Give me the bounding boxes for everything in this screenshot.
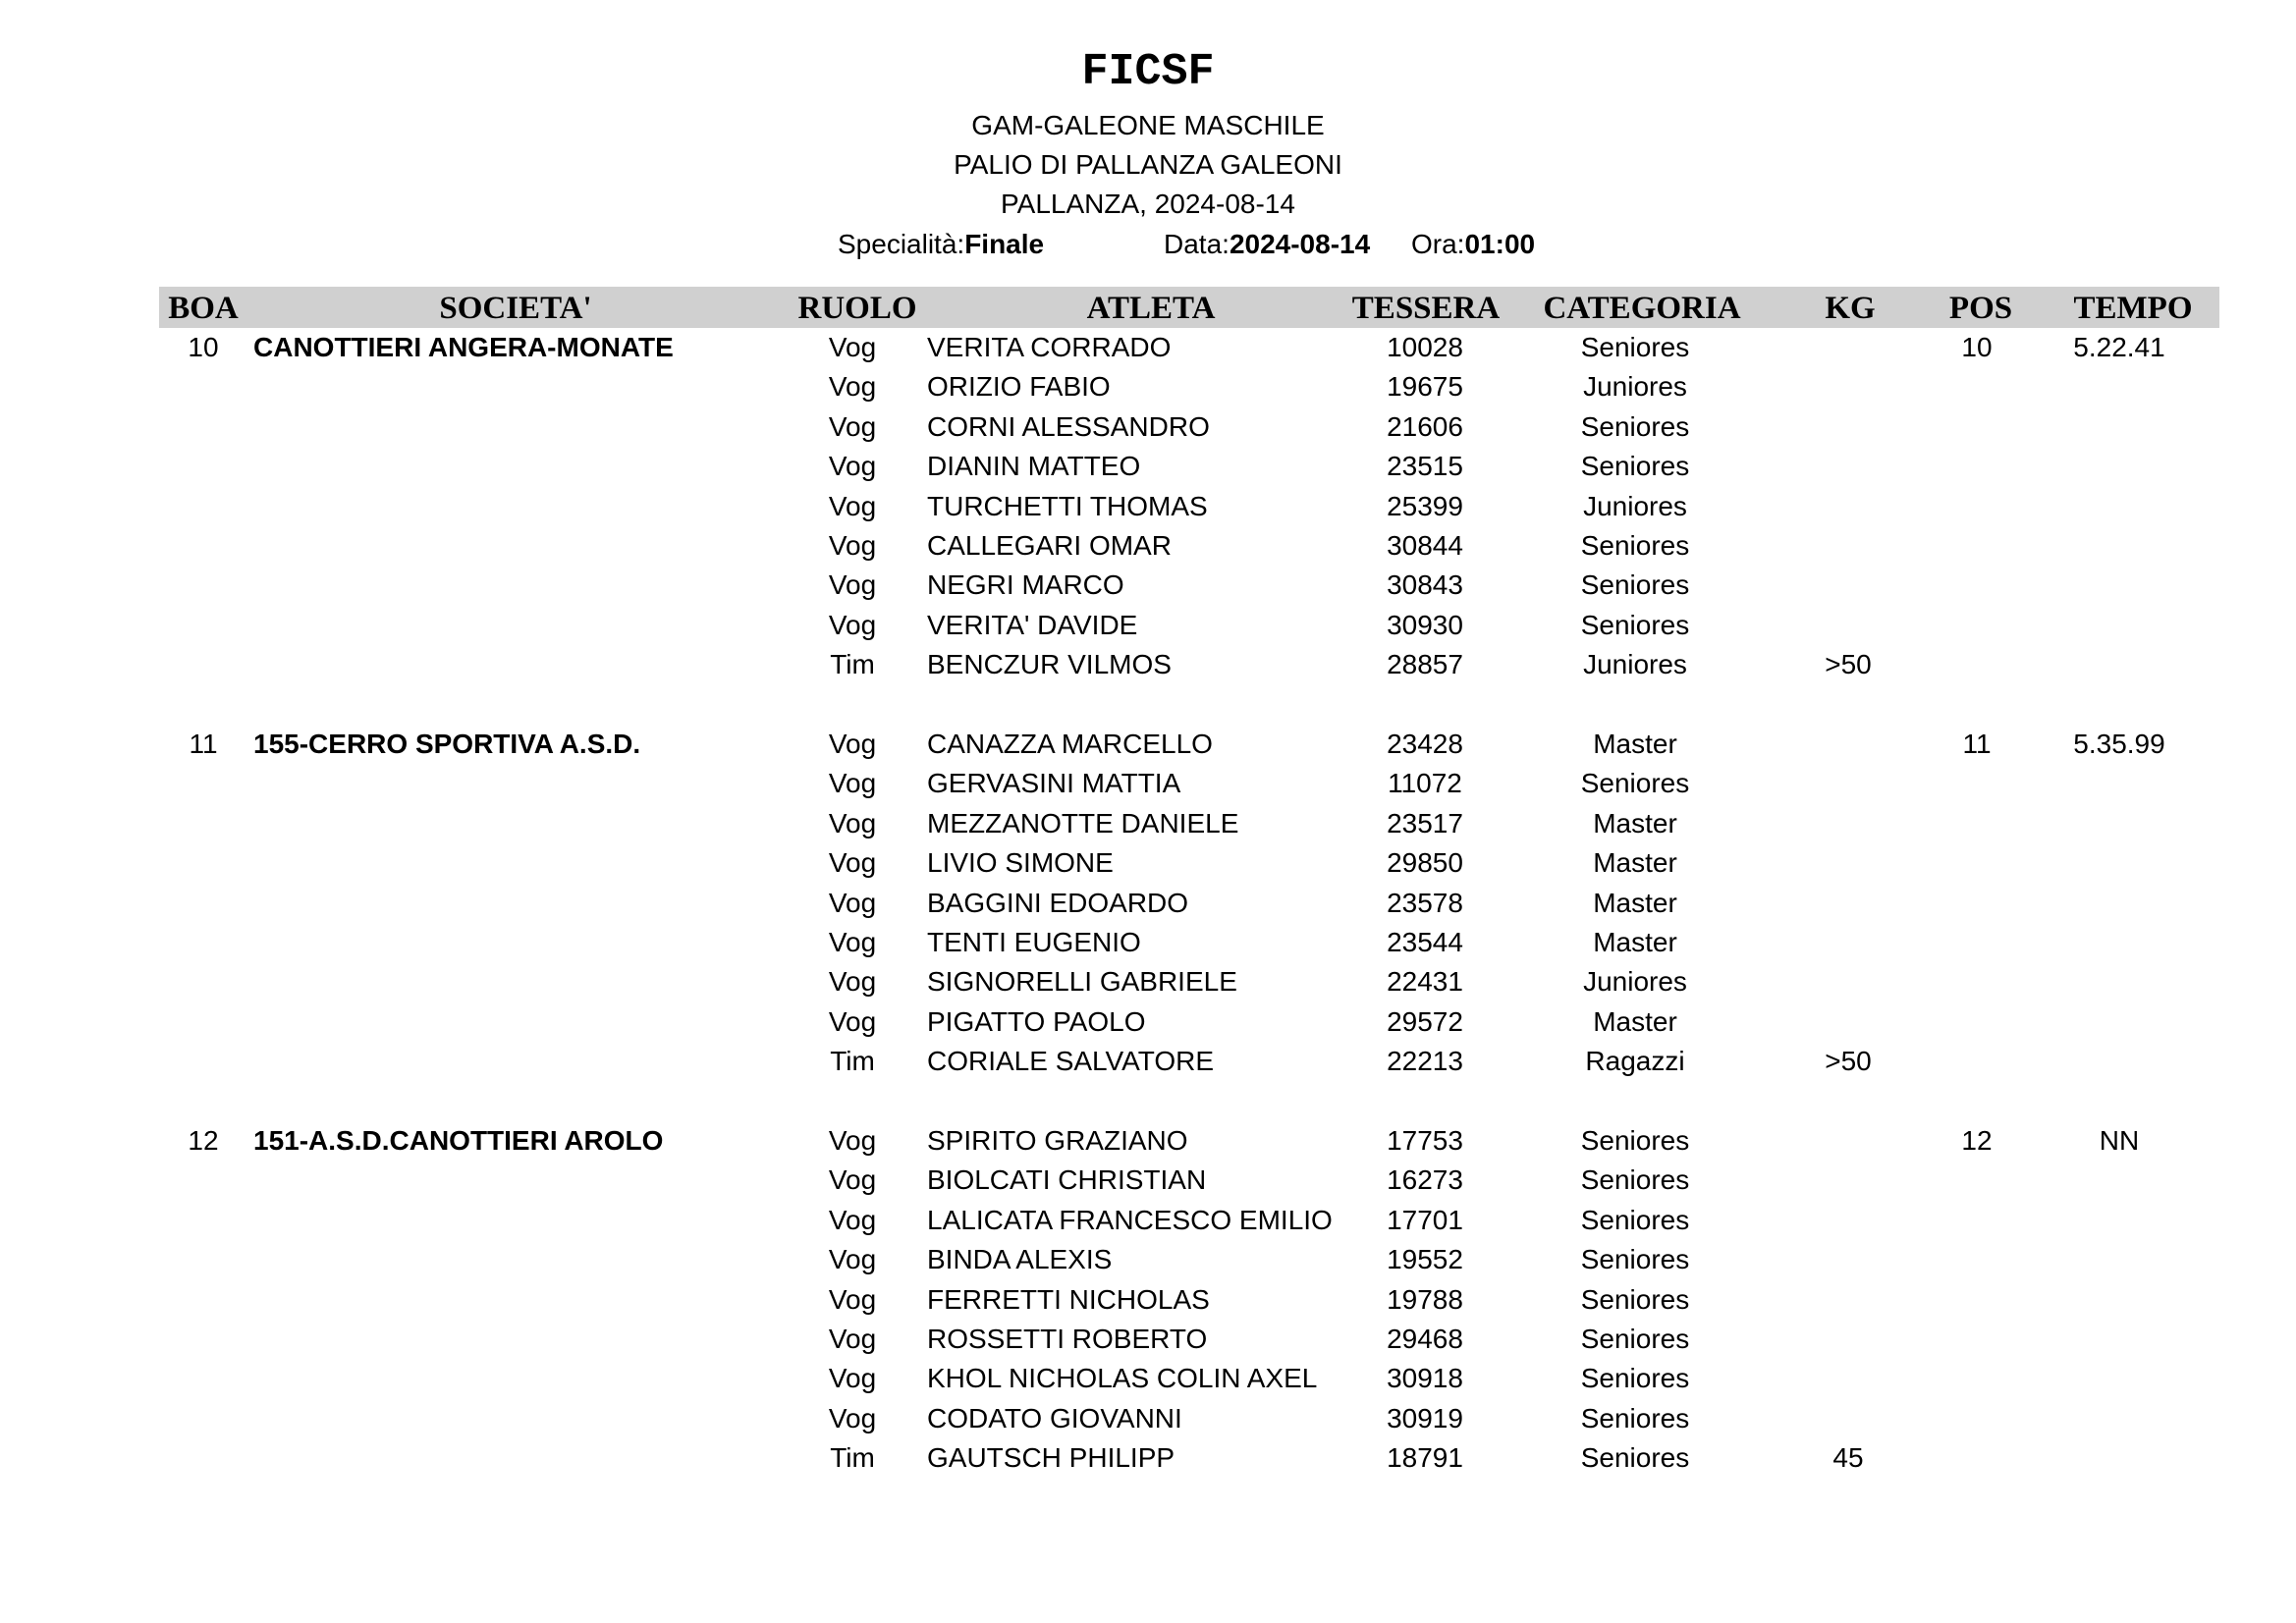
athlete-tessera: 19552 [1387, 1244, 1463, 1274]
athlete-categoria: Seniores [1580, 1205, 1690, 1235]
event-category: GAM-GALEONE MASCHILE [971, 110, 1325, 140]
athlete-kg: >50 [1825, 1046, 1872, 1076]
athlete-tessera: 23517 [1387, 808, 1463, 839]
athlete-name: VERITA CORRADO [927, 332, 1172, 362]
athlete-ruolo: Vog [828, 491, 877, 521]
athlete-tessera: 21606 [1387, 411, 1463, 442]
athlete-ruolo: Vog [828, 1324, 877, 1354]
column-header-ruolo: RUOLO [797, 291, 917, 326]
athlete-tessera: 17701 [1387, 1205, 1463, 1235]
data-field [1164, 225, 1370, 264]
athlete-ruolo: Vog [828, 1284, 877, 1315]
athlete-name: CORIALE SALVATORE [927, 1046, 1215, 1076]
athlete-name: BENCZUR VILMOS [927, 649, 1172, 679]
column-header-boa: BOA [168, 291, 239, 326]
athlete-categoria: Seniores [1580, 1125, 1690, 1156]
athlete-kg: 45 [1832, 1442, 1864, 1473]
column-header-tessera: TESSERA [1351, 291, 1501, 326]
athlete-categoria: Master [1593, 808, 1677, 839]
athlete-tessera: 29468 [1387, 1324, 1463, 1354]
athlete-tessera: 22431 [1387, 966, 1463, 997]
athlete-tessera: 11072 [1388, 768, 1462, 798]
crew-tempo: NN [2099, 1125, 2140, 1156]
athlete-ruolo: Vog [828, 808, 877, 839]
athlete-tessera: 30930 [1387, 610, 1463, 640]
data-label: Data: [1164, 229, 1230, 259]
athlete-ruolo: Vog [828, 1403, 877, 1434]
column-header-kg: KG [1825, 291, 1876, 326]
crew-pos: 10 [1961, 332, 1993, 362]
specialita-field [838, 225, 1044, 264]
athlete-tessera: 10028 [1387, 332, 1463, 362]
athlete-tessera: 30843 [1387, 569, 1463, 600]
athlete-tessera: 18791 [1387, 1442, 1463, 1473]
specialita-value: Finale [964, 229, 1045, 259]
athlete-categoria: Seniores [1580, 1324, 1690, 1354]
athlete-name: KHOL NICHOLAS COLIN AXEL [927, 1363, 1318, 1393]
athlete-name: BAGGINI EDOARDO [927, 888, 1189, 918]
athlete-tessera: 23544 [1387, 927, 1463, 957]
event-location-date: PALLANZA, 2024-08-14 [1001, 189, 1295, 219]
athlete-categoria: Seniores [1580, 569, 1690, 600]
athlete-ruolo: Tim [830, 1046, 875, 1076]
athlete-ruolo: Vog [828, 966, 877, 997]
athlete-name: TURCHETTI THOMAS [927, 491, 1208, 521]
athlete-ruolo: Vog [828, 451, 877, 481]
crew-boa: 12 [188, 1125, 219, 1156]
athlete-tessera: 28857 [1387, 649, 1463, 679]
crew-pos: 12 [1961, 1125, 1993, 1156]
athlete-categoria: Seniores [1580, 530, 1690, 561]
athlete-ruolo: Tim [830, 1442, 875, 1473]
athlete-name: BINDA ALEXIS [927, 1244, 1113, 1274]
athlete-tessera: 19675 [1387, 371, 1463, 402]
athlete-ruolo: Vog [828, 847, 877, 878]
athlete-ruolo: Vog [828, 1363, 877, 1393]
athlete-name: CANAZZA MARCELLO [927, 729, 1213, 759]
column-header-atleta: ATLETA [1086, 291, 1216, 326]
athlete-categoria: Master [1593, 1006, 1677, 1037]
ora-label: Ora: [1411, 229, 1465, 259]
athlete-name: FERRETTI NICHOLAS [927, 1284, 1210, 1315]
crew-societa: CANOTTIERI ANGERA-MONATE [253, 332, 674, 362]
athlete-tessera: 29850 [1387, 847, 1463, 878]
athlete-ruolo: Vog [828, 569, 877, 600]
athlete-categoria: Juniores [1583, 966, 1687, 997]
crew-tempo: 5.22.41 [2073, 332, 2165, 362]
athlete-categoria: Seniores [1580, 451, 1690, 481]
athlete-ruolo: Vog [828, 1205, 877, 1235]
specialita-label: Specialità: [838, 229, 965, 259]
athlete-ruolo: Vog [828, 729, 877, 759]
athlete-ruolo: Tim [830, 649, 875, 679]
athlete-name: VERITA' DAVIDE [927, 610, 1138, 640]
crew-boa: 10 [188, 332, 219, 362]
athlete-ruolo: Vog [828, 1164, 877, 1195]
athlete-name: LALICATA FRANCESCO EMILIO [927, 1205, 1333, 1235]
athlete-name: MEZZANOTTE DANIELE [927, 808, 1239, 839]
crew-societa: 155-CERRO SPORTIVA A.S.D. [253, 729, 641, 759]
athlete-tessera: 23515 [1387, 451, 1463, 481]
ora-value: 01:00 [1464, 229, 1536, 259]
athlete-categoria: Juniores [1583, 371, 1687, 402]
athlete-ruolo: Vog [828, 332, 877, 362]
event-name: PALIO DI PALLANZA GALEONI [954, 149, 1342, 180]
athlete-ruolo: Vog [828, 1244, 877, 1274]
crew-tempo: 5.35.99 [2073, 729, 2165, 759]
athlete-categoria: Seniores [1580, 1442, 1690, 1473]
athlete-ruolo: Vog [828, 1125, 877, 1156]
athlete-name: GERVASINI MATTIA [927, 768, 1181, 798]
athlete-name: CALLEGARI OMAR [927, 530, 1172, 561]
athlete-categoria: Master [1593, 927, 1677, 957]
athlete-ruolo: Vog [828, 768, 877, 798]
athlete-categoria: Seniores [1580, 610, 1690, 640]
athlete-ruolo: Vog [828, 411, 877, 442]
athlete-categoria: Juniores [1583, 491, 1687, 521]
athlete-name: NEGRI MARCO [927, 569, 1124, 600]
athlete-tessera: 29572 [1387, 1006, 1463, 1037]
athlete-ruolo: Vog [828, 1006, 877, 1037]
crew-societa: 151-A.S.D.CANOTTIERI AROLO [253, 1125, 664, 1156]
athlete-ruolo: Vog [828, 530, 877, 561]
athlete-categoria: Master [1593, 847, 1677, 878]
athlete-tessera: 23578 [1387, 888, 1463, 918]
athlete-name: GAUTSCH PHILIPP [927, 1442, 1175, 1473]
athlete-categoria: Seniores [1580, 1164, 1690, 1195]
athlete-name: TENTI EUGENIO [927, 927, 1141, 957]
athlete-tessera: 30844 [1387, 530, 1463, 561]
athlete-categoria: Seniores [1580, 1284, 1690, 1315]
crew-boa: 11 [189, 729, 218, 759]
athlete-categoria: Master [1593, 729, 1677, 759]
athlete-name: CODATO GIOVANNI [927, 1403, 1182, 1434]
athlete-categoria: Seniores [1580, 411, 1690, 442]
athlete-ruolo: Vog [828, 888, 877, 918]
athlete-tessera: 16273 [1387, 1164, 1463, 1195]
data-value: 2024-08-14 [1229, 229, 1371, 259]
column-header-tempo: TEMPO [2073, 291, 2193, 326]
athlete-name: BIOLCATI CHRISTIAN [927, 1164, 1207, 1195]
athlete-name: ROSSETTI ROBERTO [927, 1324, 1208, 1354]
column-header-pos: POS [1948, 291, 2013, 326]
athlete-categoria: Seniores [1580, 1244, 1690, 1274]
athlete-categoria: Master [1593, 888, 1677, 918]
athlete-name: SIGNORELLI GABRIELE [927, 966, 1237, 997]
athlete-kg: >50 [1825, 649, 1872, 679]
crew-pos: 11 [1962, 729, 1992, 759]
athlete-name: ORIZIO FABIO [927, 371, 1111, 402]
athlete-ruolo: Vog [828, 927, 877, 957]
athlete-tessera: 30919 [1387, 1403, 1463, 1434]
ora-field [1411, 225, 1535, 264]
athlete-tessera: 22213 [1387, 1046, 1463, 1076]
athlete-name: PIGATTO PAOLO [927, 1006, 1146, 1037]
athlete-name: SPIRITO GRAZIANO [927, 1125, 1188, 1156]
athlete-categoria: Seniores [1580, 332, 1690, 362]
column-header-categoria: CATEGORIA [1543, 291, 1741, 326]
athlete-name: LIVIO SIMONE [927, 847, 1114, 878]
athlete-ruolo: Vog [828, 610, 877, 640]
athlete-tessera: 17753 [1387, 1125, 1463, 1156]
athlete-tessera: 19788 [1387, 1284, 1463, 1315]
athlete-name: CORNI ALESSANDRO [927, 411, 1210, 442]
athlete-ruolo: Vog [828, 371, 877, 402]
athlete-categoria: Seniores [1580, 1403, 1690, 1434]
athlete-tessera: 30918 [1387, 1363, 1463, 1393]
athlete-categoria: Juniores [1583, 649, 1687, 679]
athlete-categoria: Seniores [1580, 768, 1690, 798]
athlete-tessera: 25399 [1387, 491, 1463, 521]
athlete-tessera: 23428 [1387, 729, 1463, 759]
column-header-societa: SOCIETA' [439, 291, 592, 326]
athlete-categoria: Ragazzi [1585, 1046, 1685, 1076]
athlete-categoria: Seniores [1580, 1363, 1690, 1393]
table-header [159, 287, 2219, 328]
athlete-name: DIANIN MATTEO [927, 451, 1141, 481]
page-title: FICSF [1081, 47, 1215, 97]
